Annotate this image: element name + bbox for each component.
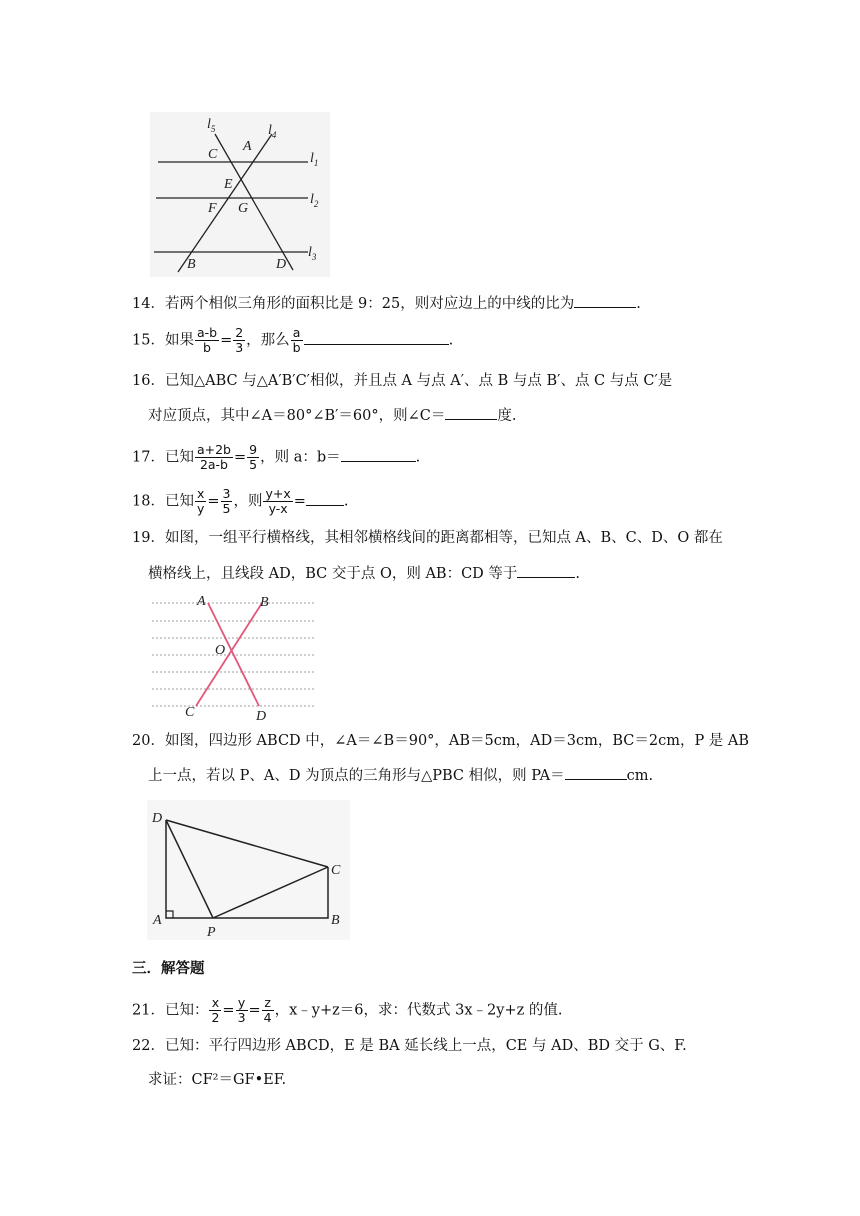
fraction-3-over-5 (221, 487, 233, 516)
denominator: 2a-b (199, 457, 228, 472)
fraction-x-over-y (195, 487, 206, 516)
label-D: D (256, 709, 267, 724)
ruled-lines-figure (148, 592, 318, 724)
numerator: x (209, 996, 221, 1011)
label-l2: $l_2$ (310, 192, 319, 209)
question-text: 如果 (164, 332, 194, 349)
numerator: z (262, 996, 274, 1011)
question-text: 如图，一组平行横格线，其相邻横格线间的距离都相等，已知点 A、B、C、D、O 都在 (164, 530, 723, 546)
denominator: y (196, 501, 205, 516)
question-text: cm. (626, 768, 654, 784)
label-B: B (260, 595, 269, 610)
equals-sign: = (293, 493, 306, 510)
numerator: y (236, 996, 248, 1011)
label-A: A (153, 913, 162, 928)
label-l4: $l_4$ (268, 123, 277, 140)
label-B: B (187, 257, 196, 272)
equals-sign: = (220, 332, 233, 349)
question-text: ，那么 (246, 332, 290, 349)
label-B: B (331, 913, 340, 928)
label-D: D (276, 257, 287, 272)
equals-sign: = (233, 449, 247, 466)
question-number: 15． (132, 332, 165, 349)
question-text: 已知：平行四边形 ABCD，E 是 BA 延长线上一点，CE 与 AD、BD 交于 G、F. (164, 1038, 687, 1054)
label-C: C (208, 147, 218, 162)
quadrilateral-figure (147, 800, 350, 940)
denominator: 5 (249, 457, 258, 472)
question-text: 已知： (164, 1002, 209, 1019)
label-F: F (208, 201, 217, 216)
label-C: C (331, 863, 341, 878)
answer-blank[interactable] (565, 765, 627, 780)
label-E: E (224, 177, 233, 192)
numerator: a-b (196, 325, 218, 340)
period: . (343, 493, 349, 510)
question-16 (132, 371, 672, 391)
question-20 (132, 731, 749, 751)
denominator: 4 (263, 1010, 272, 1025)
fraction-a-plus-2b-over-2a-minus-b (195, 443, 233, 472)
denominator: 2 (211, 1010, 220, 1025)
label-C: C (185, 705, 195, 720)
denominator: y-x (268, 501, 288, 516)
fraction-x-over-2 (209, 996, 221, 1025)
question-22-line-2 (148, 1070, 286, 1090)
answer-blank[interactable] (574, 293, 636, 308)
question-text: 上一点，若以 P、A、D 为顶点的三角形与△PBC 相似，则 PA＝ (148, 768, 565, 784)
question-20-line-2 (148, 765, 653, 786)
question-text: ，x﹣y+z＝6，求：代数式 3x﹣2y+z 的值. (274, 1002, 563, 1019)
denominator: b (203, 340, 211, 355)
label-A: A (197, 594, 206, 609)
period: . (415, 449, 421, 466)
question-18 (132, 487, 349, 516)
parallel-lines-figure (150, 112, 330, 277)
denominator: b (292, 340, 301, 355)
question-text: 已知△ABC 与△A′B′C′相似，并且点 A 与点 A′、点 B 与点 B′、点 C 与点 C′是 (164, 373, 673, 389)
question-number: 19． (132, 530, 165, 546)
question-text: 横格线上，且线段 AD，BC 交于点 O，则 AB：CD 等于 (148, 566, 518, 582)
question-number: 21． (132, 1002, 165, 1019)
question-text: ，则 (233, 493, 263, 510)
question-number: 18． (132, 493, 165, 510)
denominator: 3 (235, 340, 244, 355)
answer-blank[interactable] (341, 447, 416, 462)
numerator: a (291, 326, 303, 341)
fraction-a-over-b (291, 326, 303, 355)
label-l5: $l_5$ (207, 117, 216, 134)
period: . (636, 296, 641, 312)
question-15 (132, 326, 453, 355)
section-heading: 三．解答题 (132, 961, 205, 977)
numerator: 2 (235, 325, 244, 340)
label-D: D (152, 811, 163, 826)
question-text: 对应顶点，其中∠A＝80°∠B′＝60°，则∠C＝ (148, 408, 446, 424)
question-22 (132, 1036, 687, 1056)
question-19-line-2 (148, 563, 580, 584)
question-text: 求证：CF²＝GF•EF. (148, 1072, 287, 1088)
fraction-2-over-3 (233, 326, 245, 355)
numerator: x (196, 486, 205, 501)
question-number: 16． (132, 373, 165, 389)
question-number: 14． (132, 296, 165, 312)
fraction-a-minus-b-over-b (195, 326, 219, 355)
question-number: 20． (132, 733, 165, 749)
label-P: P (207, 925, 216, 940)
question-text: ，则 a：b＝ (260, 449, 341, 466)
denominator: 5 (222, 501, 231, 516)
question-19 (132, 528, 723, 548)
label-G: G (238, 201, 249, 216)
answer-blank[interactable] (306, 491, 344, 506)
answer-blank[interactable] (445, 405, 497, 420)
label-l1: $l_1$ (310, 151, 319, 168)
question-number: 22． (132, 1038, 165, 1054)
question-text: 若两个相似三角形的面积比是 9：25，则对应边上的中线的比为 (164, 296, 575, 312)
numerator: 3 (222, 486, 231, 501)
denominator: 3 (237, 1010, 246, 1025)
equals-sign: = (248, 1002, 261, 1019)
period: . (575, 566, 581, 582)
question-21 (132, 996, 562, 1025)
equals-sign: = (222, 1002, 235, 1019)
question-16-line-2 (148, 405, 516, 426)
fraction-z-over-4 (262, 996, 274, 1025)
question-number: 17． (132, 449, 165, 466)
label-O: O (215, 643, 226, 658)
question-text: 如图，四边形 ABCD 中，∠A＝∠B＝90°，AB＝5cm，AD＝3cm，BC＝2cm，P 是 AB (164, 733, 750, 749)
answer-blank[interactable] (517, 563, 575, 578)
question-text: 已知 (164, 493, 194, 510)
fraction-y-plus-x-over-y-minus-x (263, 487, 292, 516)
question-text: 已知 (164, 449, 194, 466)
equals-sign: = (207, 493, 220, 510)
numerator: a+2b (196, 442, 231, 457)
question-text: 度. (497, 408, 517, 424)
fraction-y-over-3 (236, 996, 248, 1025)
question-17 (132, 443, 420, 472)
fraction-9-over-5 (247, 443, 259, 472)
answer-blank[interactable] (304, 330, 449, 345)
numerator: y+x (265, 486, 291, 501)
numerator: 9 (249, 442, 258, 457)
label-A: A (243, 139, 252, 154)
question-14 (132, 293, 641, 314)
period: . (448, 332, 454, 349)
label-l3: $l_3$ (308, 245, 317, 262)
